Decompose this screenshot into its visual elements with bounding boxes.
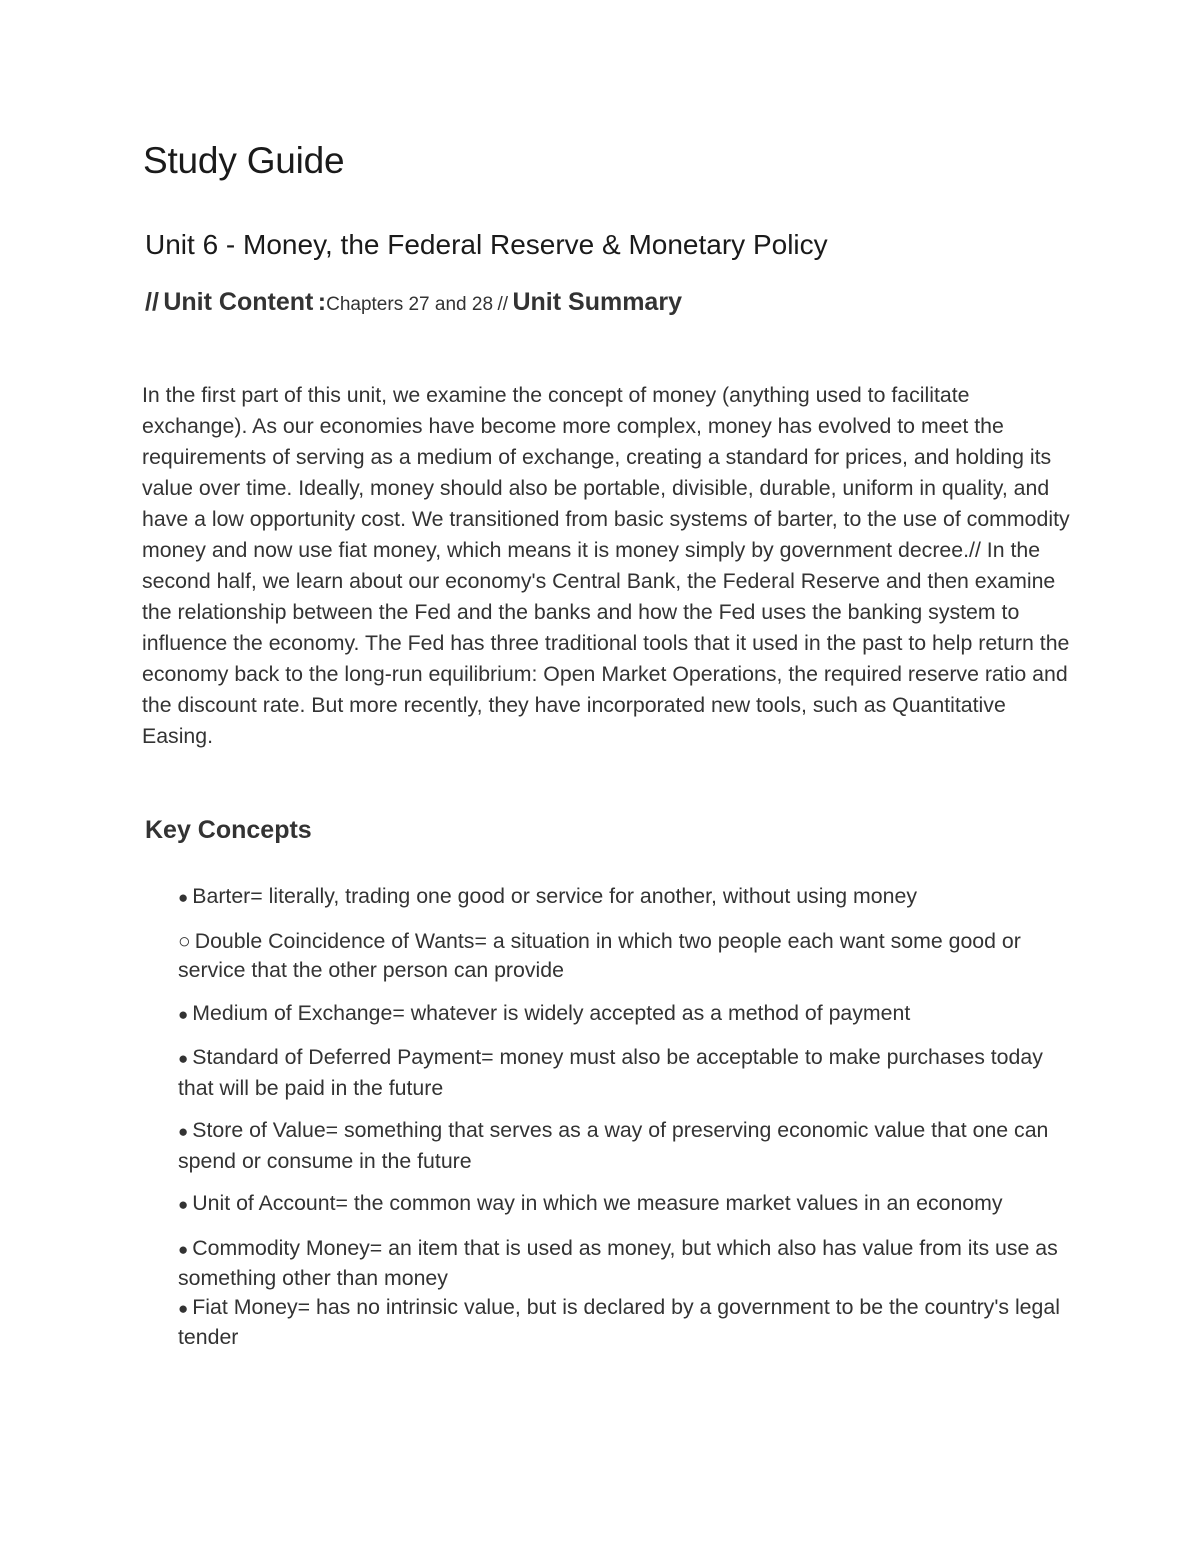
concept-text: Commodity Money= an item that is used as money, but which also has value from its use as something other than money [178, 1235, 1058, 1290]
key-concepts-heading: Key Concepts [145, 816, 312, 844]
list-item [178, 1234, 1078, 1293]
concept-text: Double Coincidence of Wants= a situation in which two people each want some good or service that the other person can provide [178, 928, 1021, 982]
concept-text: Store of Value= something that serves as a way of preserving economic value that one can spend or consume in the future [178, 1118, 1049, 1173]
chapters-text: Chapters 27 and 28 [326, 294, 494, 315]
bullet-icon: ● [178, 888, 189, 907]
unit-summary-label: Unit Summary [512, 288, 682, 316]
unit-content-label: Unit Content [163, 288, 314, 316]
page-title: Study Guide [143, 140, 345, 181]
list-item [178, 1293, 1078, 1352]
bullet-icon: ● [178, 1239, 189, 1259]
unit-summary-paragraph: In the first part of this unit, we examine the concept of money (anything used to facilitate exchange). As our economies have become more complex, money has evolved to meet the requirements of serving as a medium of exchange, creating a standard for prices, and holding its value over time. Ideally, money should also be portable, divisible, durable, uniform in quality, and have a low opportunity cost. We transitioned from basic systems of barter, to the use of commodity money and now use fiat money, which means it is money simply by government decree.// In the second half, we learn about our economy's Central Bank, the Federal Reserve and then examine the relationship between the Fed and the banks and how the Fed uses the banking system to influence the economy. The Fed has three traditional tools that it used in the past to help return the economy back to the long-run equilibrium: Open Market Operations, the required reserve ratio and the discount rate. But more recently, they have incorporated new tools, such as Quantitative Easing. [142, 383, 1070, 748]
unit-content-line [145, 288, 682, 317]
concept-text: Barter= literally, trading one good or service for another, without using money [192, 884, 917, 908]
separator: // [497, 294, 509, 315]
bullet-icon: ● [178, 1195, 189, 1214]
hollow-bullet-icon: ○ [178, 929, 191, 953]
list-item [178, 999, 1078, 1030]
concept-text: Unit of Account= the common way in which we measure market values in an economy [192, 1191, 1003, 1215]
list-item [178, 882, 1078, 913]
separator: // [145, 288, 159, 316]
bullet-icon: ● [178, 1049, 189, 1068]
list-item [178, 1189, 1078, 1220]
bullet-icon: ● [178, 1298, 189, 1318]
concept-text: Standard of Deferred Payment= money must also be acceptable to make purchases today that will be paid in the future [178, 1045, 1043, 1100]
list-item [178, 1043, 1078, 1102]
key-concepts-list [178, 882, 1078, 1366]
colon: : [317, 288, 327, 316]
list-item [178, 927, 1078, 985]
unit-heading: Unit 6 - Money, the Federal Reserve & Monetary Policy [145, 229, 828, 260]
bullet-icon: ● [178, 1122, 189, 1141]
bullet-icon: ● [178, 1004, 189, 1024]
concept-text: Fiat Money= has no intrinsic value, but is declared by a government to be the country's legal tender [178, 1294, 1060, 1349]
list-item [178, 1116, 1078, 1175]
concept-text: Medium of Exchange= whatever is widely accepted as a method of payment [192, 1000, 911, 1025]
